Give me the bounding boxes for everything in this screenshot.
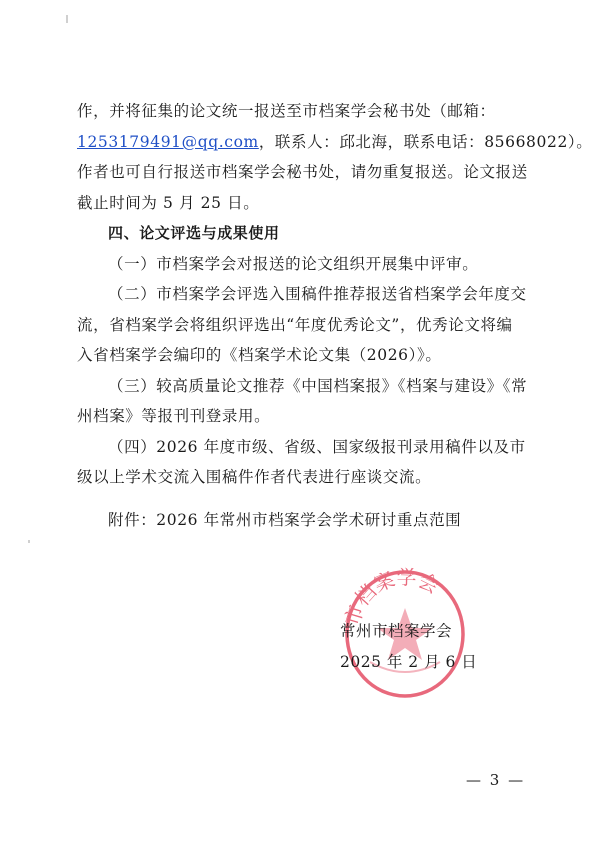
body-line-1: 作，并将征集的论文统一报送至市档案学会秘书处（邮箱： <box>77 102 496 120</box>
section-heading: 四、论文评选与成果使用 <box>108 224 280 242</box>
seal-text: 市档案学会 <box>339 565 444 629</box>
paragraph-2-line-1: （二）市档案学会评选入围稿件推荐报送省档案学会年度交 <box>108 285 527 303</box>
body-line-2 <box>77 127 593 158</box>
email-link[interactable]: 1253179491@qq.com <box>77 132 259 151</box>
paragraph-2-line-3: 入省档案学会编印的《档案学术论文集（2026）》。 <box>77 346 442 364</box>
contact-info: ，联系人：邱北海，联系电话：85668022）。 <box>258 132 593 151</box>
body-text <box>77 96 593 493</box>
paragraph-2-line-2: 流，省档案学会将组织评选出“年度优秀论文”，优秀论文将编 <box>77 315 513 334</box>
scan-speck <box>66 15 68 23</box>
page-number: — 3 — <box>466 771 526 789</box>
paragraph-1: （一）市档案学会对报送的论文组织开展集中评审。 <box>108 254 479 273</box>
paragraph-4-line-1: （四）2026 年度市级、省级、国家级报刊录用稿件以及市 <box>108 437 526 456</box>
paragraph-4-line-2: 级以上学术交流入围稿件作者代表进行座谈交流。 <box>77 468 432 486</box>
scan-speck <box>28 540 30 543</box>
paragraph-3-line-2: 州档案》等报刊刊登录用。 <box>77 407 271 425</box>
paragraph-3-line-1: （三）较高质量论文推荐《中国档案报》《档案与建设》《常 <box>108 376 528 395</box>
attachment-line: 附件：2026 年常州市档案学会学术研讨重点范围 <box>108 511 462 529</box>
body-line-3: 作者也可自行报送市档案学会秘书处，请勿重复报送。论文报送 <box>77 163 528 181</box>
signature-org: 常州市档案学会 <box>340 622 453 640</box>
body-line-4: 截止时间为 5 月 25 日。 <box>77 193 260 212</box>
signature-date: 2025 年 2 月 6 日 <box>340 653 478 671</box>
